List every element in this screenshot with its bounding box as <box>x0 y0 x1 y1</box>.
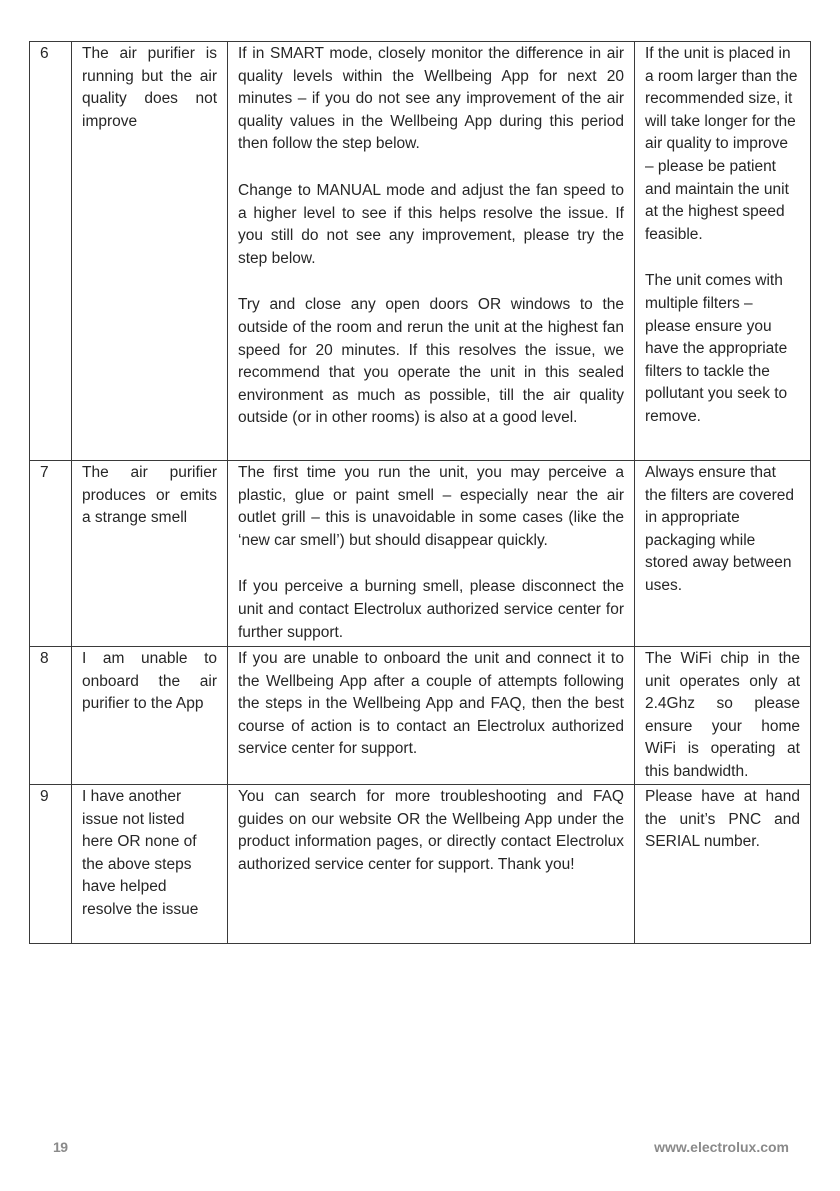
solution-paragraph: Change to MANUAL mode and adjust the fan speed to a higher level to see if this helps resolve the issue. If you still do not see any improvement, please try the step below. <box>238 181 624 267</box>
solution-paragraph: You can search for more troubleshooting and FAQ guides on our website OR the Wellbeing App under the product information pages, or directly contact Electrolux authorized service center for support. Thank you! <box>238 788 624 873</box>
tip-cell <box>635 42 811 461</box>
row-number: 9 <box>30 785 72 944</box>
solution-paragraph: If you perceive a burning smell, please disconnect the unit and contact Electrolux authorized service center for further support. <box>238 578 624 641</box>
problem-cell: I am unable to onboard the air purifier to the App <box>72 647 228 785</box>
problem-cell: I have another issue not listed here OR none of the above steps have helped resolve the issue <box>72 785 228 944</box>
tip-cell <box>635 461 811 647</box>
table-row <box>30 461 811 647</box>
troubleshooting-table <box>29 41 811 944</box>
tip-cell <box>635 785 811 944</box>
row-number: 8 <box>30 647 72 785</box>
page-number: 19 <box>53 1139 68 1155</box>
row-number: 7 <box>30 461 72 647</box>
tip-cell <box>635 647 811 785</box>
tip-paragraph: Please have at hand the unit’s PNC and SERIAL number. <box>645 788 800 851</box>
solution-cell <box>228 42 635 461</box>
solution-paragraph: The first time you run the unit, you may perceive a plastic, glue or paint smell – especially near the air outlet grill – this is unavoidable in some cases (like the ‘new car smell’) but should disappear quickly. <box>238 464 624 549</box>
tip-paragraph: The unit comes with multiple filters – please ensure you have the appropriate filters to tackle the pollutant you seek to remove. <box>645 272 788 425</box>
table-row <box>30 42 811 461</box>
solution-cell <box>228 647 635 785</box>
website-link[interactable]: www.electrolux.com <box>654 1139 789 1155</box>
solution-cell <box>228 785 635 944</box>
problem-cell: The air purifier produces or emits a strange smell <box>72 461 228 647</box>
solution-paragraph: If you are unable to onboard the unit and connect it to the Wellbeing App after a couple of attempts following the steps in the Wellbeing App and FAQ, then the best course of action is to contact an Electrolux authorized service center for support. <box>238 650 624 758</box>
tip-paragraph: The WiFi chip in the unit operates only at 2.4Ghz so please ensure your home WiFi is operating at this bandwidth. <box>645 650 800 780</box>
table-row <box>30 647 811 785</box>
problem-cell: The air purifier is running but the air quality does not improve <box>72 42 228 461</box>
table-row <box>30 785 811 944</box>
solution-paragraph: Try and close any open doors OR windows to the outside of the room and rerun the unit at the highest fan speed for 20 minutes. If this resolves the issue, we recommend that you operate the unit in this sealed environment as much as possible, till the air quality outside (or in other rooms) is also at a good level. <box>238 296 624 427</box>
tip-paragraph: Always ensure that the filters are covered in appropriate packaging while stored away between uses. <box>645 464 795 594</box>
solution-cell <box>228 461 635 647</box>
solution-paragraph: If in SMART mode, closely monitor the difference in air quality levels within the Wellbeing App for next 20 minutes – if you do not see any improvement of the air quality values in the Wellbeing App during this period then follow the step below. <box>238 45 624 153</box>
tip-paragraph: If the unit is placed in a room larger than the recommended size, it will take longer for the air quality to improve – please be patient and maintain the unit at the highest speed feasible. <box>645 45 798 243</box>
row-number: 6 <box>30 42 72 461</box>
